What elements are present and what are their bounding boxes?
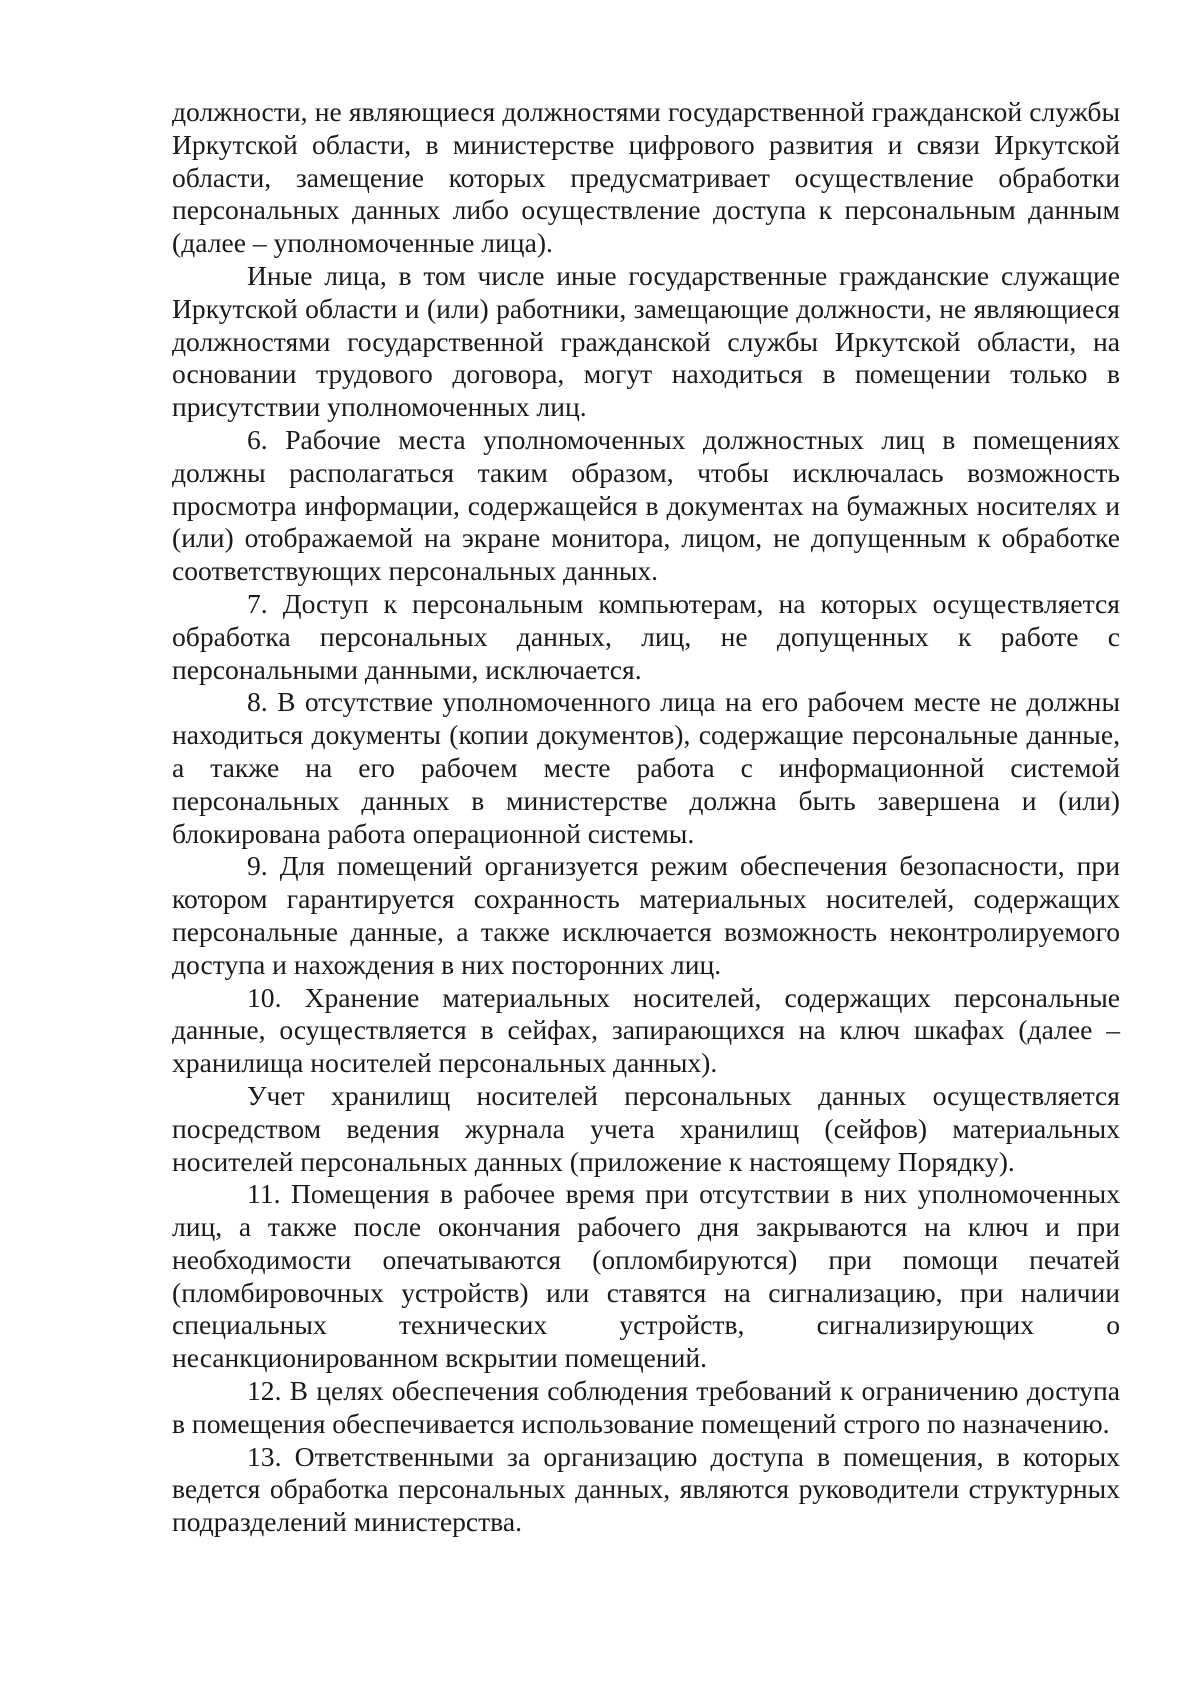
document-page (172, 96, 1120, 1539)
paragraph-item-9: 9. Для помещений организуется режим обеспечения безопасности, при котором гарантируется сохранность материальных носителей, содержащих персональные данные, а также исключается возможность неконтролируемого доступа и нахождения в них посторонних лиц. (172, 850, 1120, 980)
paragraph-storage-accounting: Учет хранилищ носителей персональных данных осуществляется посредством ведения журнала учета хранилищ (сейфов) материальных носителей персональных данных (приложение к настоящему Порядку). (172, 1079, 1120, 1177)
paragraph-item-6: 6. Рабочие места уполномоченных должностных лиц в помещениях должны располагаться таким образом, чтобы исключалась возможность просмотра информации, содержащейся в документах на бумажных носителях и (или) отображаемой на экране монитора, лицом, не допущенным к обработке соответствующих персональных данных. (172, 423, 1120, 587)
paragraph-item-8: 8. В отсутствие уполномоченного лица на его рабочем месте не должны находиться документы (копии документов), содержащие персональные данные, а также на его рабочем месте работа с информационной системой персональных данных в министерстве должна быть завершена и (или) блокирована работа операционной системы. (172, 686, 1120, 849)
paragraph-other-persons: Иные лица, в том числе иные государственные гражданские служащие Иркутской области и (или) работники, замещающие должности, не являющиеся должностями государственной гражданской службы Иркутской области, на основании трудового договора, могут находиться в помещении только в присутствии уполномоченных лиц. (172, 259, 1120, 423)
paragraph-item-7: 7. Доступ к персональным компьютерам, на которых осуществляется обработка персональных данных, лиц, не допущенных к работе с персональными данными, исключается. (172, 587, 1120, 685)
paragraph-continuation: должности, не являющиеся должностями государственной гражданской службы Иркутской области, в министерстве цифрового развития и связи Иркутской области, замещение которых предусматривает осуществление обработки персональных данных либо осуществление доступа к персональным данным (далее – уполномоченные лица). (172, 96, 1120, 259)
paragraph-item-12: 12. В целях обеспечения соблюдения требований к ограничению доступа в помещения обеспечивается использование помещений строго по назначению. (172, 1375, 1120, 1439)
paragraph-item-11: 11. Помещения в рабочее время при отсутствии в них уполномоченных лиц, а также после окончания рабочего дня закрываются на ключ и при необходимости опечатываются (опломбируются) при помощи печатей (пломбировочных устройств) или ставятся на сигнализацию, при наличии специальных технических устройств, сигнализирующих о несанкционированном вскрытии помещений. (172, 1178, 1120, 1374)
paragraph-item-10: 10. Хранение материальных носителей, содержащих персональные данные, осуществляется в сейфах, запирающихся на ключ шкафах (далее – хранилища носителей персональных данных). (172, 981, 1120, 1079)
paragraph-item-13: 13. Ответственными за организацию доступа в помещения, в которых ведется обработка персональных данных, являются руководители структурных подразделений министерства. (172, 1440, 1120, 1538)
